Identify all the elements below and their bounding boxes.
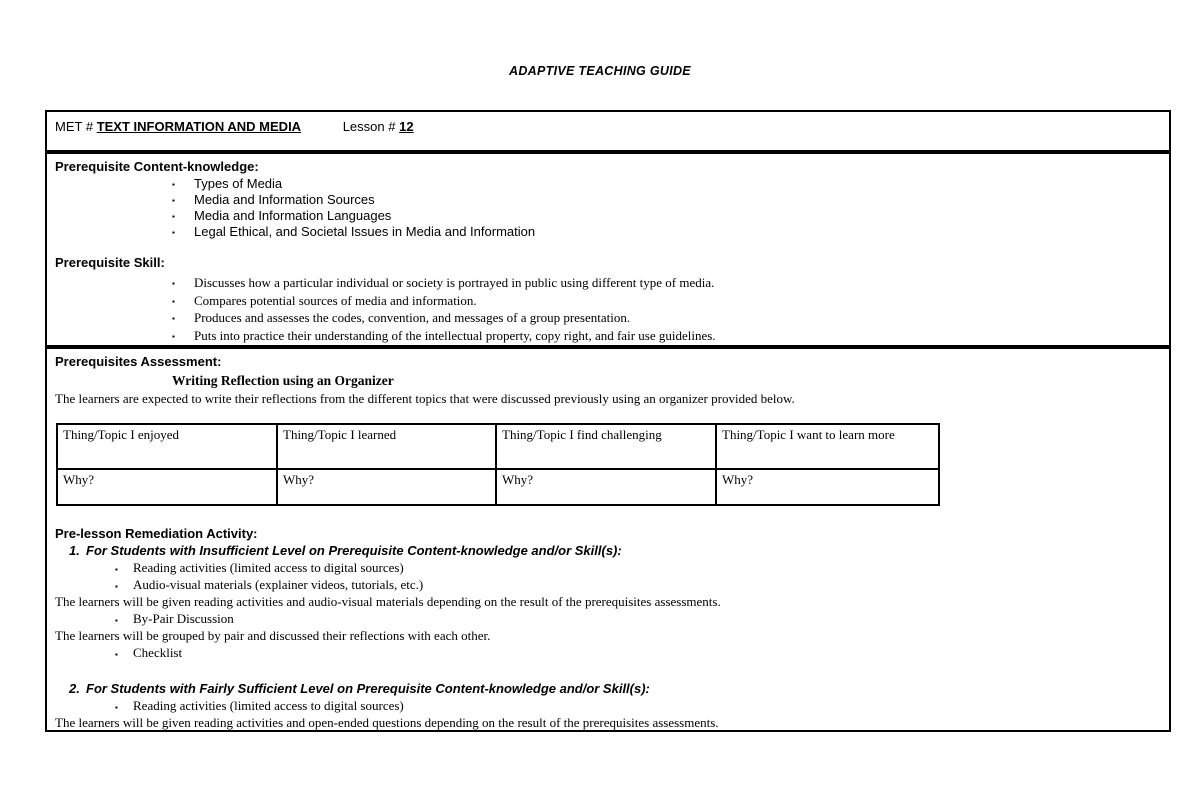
remediation-paragraph: The learners will be given reading activities and open-ended questions depending on the result of the prerequisites assessments. xyxy=(55,715,719,730)
item-number: 1. xyxy=(69,543,80,558)
list-item xyxy=(47,292,1169,310)
bullet-icon: ▪ xyxy=(172,196,175,205)
organizer-why-cell: Why? xyxy=(716,469,939,505)
list-item-label: Audio-visual materials (explainer videos, tutorials, etc.) xyxy=(133,577,424,592)
organizer-header-cell: Thing/Topic I learned xyxy=(277,424,496,469)
bullet-icon: ▪ xyxy=(172,279,175,288)
list-item-label: Types of Media xyxy=(194,176,283,191)
item-title: For Students with Fairly Sufficient Level on Prerequisite Content-knowledge and/or Skill(s): xyxy=(86,681,650,696)
bullet-icon: ▪ xyxy=(172,314,175,323)
met-label: MET # xyxy=(55,119,94,134)
list-item-label: Discusses how a particular individual or society is portrayed in public using different type of media. xyxy=(194,275,715,290)
organizer-why-cell: Why? xyxy=(496,469,716,505)
teaching-guide-document xyxy=(45,110,1171,732)
prerequisite-skill-heading: Prerequisite Skill: xyxy=(55,255,165,270)
list-item xyxy=(47,610,1169,627)
bullet-icon: ▪ xyxy=(115,582,118,591)
list-item xyxy=(47,697,1169,714)
list-item-label: Reading activities (limited access to digital sources) xyxy=(133,698,404,713)
remediation-paragraph: The learners will be given reading activities and audio-visual materials depending on the result of the prerequisites assessments. xyxy=(55,594,721,609)
prerequisites-assessment-heading: Prerequisites Assessment: xyxy=(55,354,222,369)
bullet-icon: ▪ xyxy=(172,296,175,306)
organizer-header-cell: Thing/Topic I want to learn more xyxy=(716,424,939,469)
list-item-label: By-Pair Discussion xyxy=(133,611,234,626)
bullet-icon: ▪ xyxy=(172,228,175,237)
bullet-icon: ▪ xyxy=(115,703,118,712)
prerequisite-content-heading: Prerequisite Content-knowledge: xyxy=(55,159,259,174)
item-title: For Students with Insufficient Level on Prerequisite Content-knowledge and/or Skill(s): xyxy=(86,543,622,558)
list-item xyxy=(47,208,1169,224)
bullet-icon: ▪ xyxy=(115,565,118,574)
list-item-label: Produces and assesses the codes, convention, and messages of a group presentation. xyxy=(194,310,631,325)
table-row xyxy=(57,424,939,469)
list-item-label: Checklist xyxy=(133,645,183,660)
assessment-remediation-section xyxy=(45,347,1171,732)
bullet-icon: ▪ xyxy=(115,650,118,659)
assessment-subheading: Writing Reflection using an Organizer xyxy=(172,373,394,388)
remediation-paragraph: The learners will be grouped by pair and discussed their reflections with each other. xyxy=(55,628,491,643)
bullet-icon: ▪ xyxy=(115,616,118,625)
list-item xyxy=(47,176,1169,192)
bullet-icon: ▪ xyxy=(172,331,175,341)
organizer-header-cell: Thing/Topic I find challenging xyxy=(496,424,716,469)
list-item-label: Puts into practice their understanding of the intellectual property, copy right, and fair use guidelines. xyxy=(194,327,716,343)
prerequisite-skill-list xyxy=(47,274,1169,344)
table-row xyxy=(57,469,939,505)
list-item xyxy=(47,327,1169,345)
organizer-table xyxy=(56,423,940,506)
list-item-label: Reading activities (limited access to digital sources) xyxy=(133,560,404,575)
remediation-item-2-title xyxy=(47,680,1169,697)
spacer xyxy=(47,661,1169,678)
item-number: 2. xyxy=(69,681,80,696)
prerequisites-section xyxy=(45,152,1171,347)
list-item-label: Compares potential sources of media and information. xyxy=(194,292,477,308)
page-title: ADAPTIVE TEACHING GUIDE xyxy=(509,64,691,78)
list-item-label: Media and Information Languages xyxy=(194,208,392,223)
assessment-description: The learners are expected to write their reflections from the different topics that were discussed previously using an organizer provided below. xyxy=(55,391,795,406)
list-item-label: Media and Information Sources xyxy=(194,192,375,207)
list-item xyxy=(47,274,1169,292)
met-lesson-row xyxy=(45,110,1171,152)
remediation-item-1-title xyxy=(47,542,1169,559)
organizer-header-cell: Thing/Topic I enjoyed xyxy=(57,424,277,469)
lesson-value: 12 xyxy=(399,119,414,134)
remediation-heading: Pre-lesson Remediation Activity: xyxy=(55,526,258,541)
list-item-label: Legal Ethical, and Societal Issues in Media and Information xyxy=(194,224,536,239)
lesson-label: Lesson # xyxy=(342,119,396,134)
organizer-why-cell: Why? xyxy=(277,469,496,505)
bullet-icon: ▪ xyxy=(172,180,175,189)
bullet-icon: ▪ xyxy=(172,212,175,221)
list-item xyxy=(47,644,1169,661)
list-item xyxy=(47,224,1169,240)
list-item xyxy=(47,559,1169,576)
prerequisite-content-list xyxy=(47,176,1169,240)
list-item xyxy=(47,576,1169,593)
list-item xyxy=(47,309,1169,327)
list-item xyxy=(47,192,1169,208)
met-value: TEXT INFORMATION AND MEDIA xyxy=(96,119,302,134)
organizer-why-cell: Why? xyxy=(57,469,277,505)
